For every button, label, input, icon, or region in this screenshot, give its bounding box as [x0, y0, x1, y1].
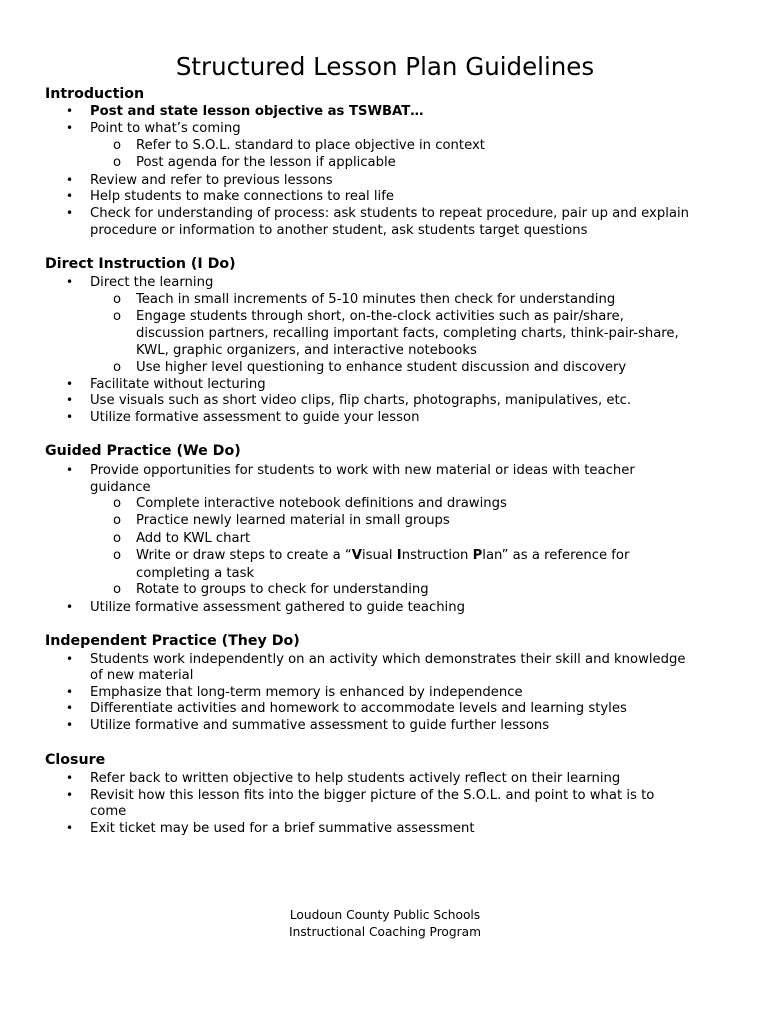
text-run: Write or draw steps to create a “ — [136, 548, 352, 563]
list-item-continuation: come — [90, 804, 127, 819]
sub-bullet-icon: o — [113, 292, 122, 307]
list-item-text: Add to KWL chart — [136, 531, 251, 546]
list-item-text: Refer to S.O.L. standard to place objective in context — [136, 138, 485, 153]
bullet-icon: • — [66, 463, 74, 477]
bullet-icon: • — [66, 189, 74, 203]
list-item — [66, 172, 333, 189]
list-item — [66, 700, 627, 717]
list-item — [66, 684, 523, 701]
sub-bullet-icon: o — [113, 138, 122, 153]
bullet-icon: • — [66, 771, 74, 785]
bullet-icon: • — [66, 410, 74, 424]
text-run: lan” as a reference for — [482, 548, 630, 563]
list-item — [66, 820, 475, 837]
list-item — [66, 205, 689, 222]
section-heading-direct-instruction: Direct Instruction (I Do) — [45, 256, 236, 272]
sub-list-item — [113, 495, 507, 512]
sub-bullet-icon: o — [113, 360, 122, 375]
bullet-icon: • — [66, 718, 74, 732]
sub-list-item — [113, 547, 630, 564]
section-heading-independent-practice: Independent Practice (They Do) — [45, 633, 300, 649]
list-item — [66, 376, 266, 393]
list-item-text: Revisit how this lesson fits into the bigger picture of the S.O.L. and point to what is to — [90, 788, 655, 803]
text-run-bold: V — [351, 548, 362, 563]
list-item-text — [136, 547, 629, 564]
bullet-icon: • — [66, 788, 74, 802]
list-item-text: Engage students through short, on-the-clock activities such as pair/share, — [136, 309, 624, 324]
list-item — [66, 103, 424, 120]
list-item-text: Point to what’s coming — [90, 121, 241, 136]
list-item-text: Exit ticket may be used for a brief summative assessment — [90, 821, 475, 836]
list-item-text: Differentiate activities and homework to accommodate levels and learning styles — [90, 701, 627, 716]
list-item-text: Utilize formative assessment gathered to guide teaching — [90, 600, 465, 615]
list-item-continuation: discussion partners, recalling important facts, completing charts, think-pair-share, — [136, 326, 679, 341]
sub-list-item — [113, 530, 251, 547]
list-item — [66, 462, 635, 479]
bullet-icon: • — [66, 393, 74, 407]
footer — [0, 907, 770, 940]
section-heading-introduction: Introduction — [45, 86, 145, 102]
sub-list-item — [113, 359, 627, 376]
text-run: nstruction — [401, 548, 473, 563]
list-item — [66, 188, 394, 205]
bullet-icon: • — [66, 685, 74, 699]
sub-list-item — [113, 308, 624, 325]
list-item-text: Provide opportunities for students to work with new material or ideas with teacher — [90, 463, 635, 478]
page-title: Structured Lesson Plan Guidelines — [175, 52, 595, 82]
sub-bullet-icon: o — [113, 513, 122, 528]
bullet-icon: • — [66, 377, 74, 391]
sub-bullet-icon: o — [113, 496, 122, 511]
section-heading-closure: Closure — [45, 752, 106, 768]
list-item — [66, 409, 420, 426]
text-run-bold: P — [472, 548, 483, 563]
list-item-text: Students work independently on an activity which demonstrates their skill and knowledge — [90, 652, 686, 667]
text-run-bold: I — [396, 548, 402, 563]
sub-bullet-icon: o — [113, 531, 122, 546]
list-item-text: Check for understanding of process: ask students to repeat procedure, pair up and explain — [90, 206, 689, 221]
bullet-icon: • — [66, 821, 74, 835]
bullet-icon: • — [66, 121, 74, 135]
bullet-icon: • — [66, 275, 74, 289]
list-item-text: Teach in small increments of 5-10 minutes then check for understanding — [136, 292, 616, 307]
sub-list-item — [113, 291, 616, 308]
list-item-text: Utilize formative assessment to guide your lesson — [90, 410, 420, 425]
list-item-text: Help students to make connections to real life — [90, 189, 394, 204]
list-item-continuation: procedure or information to another student, ask students target questions — [90, 223, 588, 238]
list-item-text: Complete interactive notebook definitions and drawings — [136, 496, 507, 511]
sub-bullet-icon: o — [113, 582, 122, 597]
list-item-text: Emphasize that long-term memory is enhanced by independence — [90, 685, 523, 700]
list-item-text: Review and refer to previous lessons — [90, 173, 333, 188]
section-heading-guided-practice: Guided Practice (We Do) — [45, 443, 241, 459]
bullet-icon: • — [66, 206, 74, 220]
bullet-icon: • — [66, 600, 74, 614]
list-item-text: Use visuals such as short video clips, flip charts, photographs, manipulatives, etc. — [90, 393, 632, 408]
list-item — [66, 599, 465, 616]
list-item-text: Use higher level questioning to enhance student discussion and discovery — [136, 360, 627, 375]
sub-list-item — [113, 154, 396, 171]
list-item-text: Facilitate without lecturing — [90, 377, 266, 392]
footer-program: Instructional Coaching Program — [289, 924, 481, 939]
sub-bullet-icon: o — [113, 155, 122, 170]
sub-bullet-icon: o — [113, 548, 122, 563]
list-item — [66, 770, 621, 787]
list-item — [66, 120, 241, 137]
list-item-continuation: guidance — [90, 480, 151, 495]
list-item — [66, 392, 632, 409]
list-item-text: Post and state lesson objective as TSWBAT… — [90, 104, 424, 119]
bullet-icon: • — [66, 104, 74, 118]
list-item-text: Practice newly learned material in small groups — [136, 513, 450, 528]
sub-bullet-icon: o — [113, 309, 122, 324]
list-item-text: Rotate to groups to check for understanding — [136, 582, 429, 597]
list-item-text: Post agenda for the lesson if applicable — [136, 155, 396, 170]
bullet-icon: • — [66, 173, 74, 187]
list-item — [66, 787, 655, 804]
list-item — [66, 717, 550, 734]
bullet-icon: • — [66, 652, 74, 666]
sub-list-item — [113, 137, 485, 154]
list-item-continuation: KWL, graphic organizers, and interactive notebooks — [136, 343, 477, 358]
text-run: isual — [361, 548, 397, 563]
footer-organization: Loudoun County Public Schools — [289, 908, 481, 922]
list-item-text: Direct the learning — [90, 275, 214, 290]
list-item-continuation: of new material — [90, 668, 194, 683]
list-item-text: Utilize formative and summative assessment to guide further lessons — [90, 718, 550, 733]
bullet-icon: • — [66, 701, 74, 715]
sub-list-item — [113, 581, 429, 598]
list-item-continuation: completing a task — [136, 566, 255, 581]
sub-list-item — [113, 512, 450, 529]
list-item — [66, 651, 686, 668]
list-item — [66, 274, 214, 291]
list-item-text: Refer back to written objective to help students actively reflect on their learning — [90, 771, 621, 786]
